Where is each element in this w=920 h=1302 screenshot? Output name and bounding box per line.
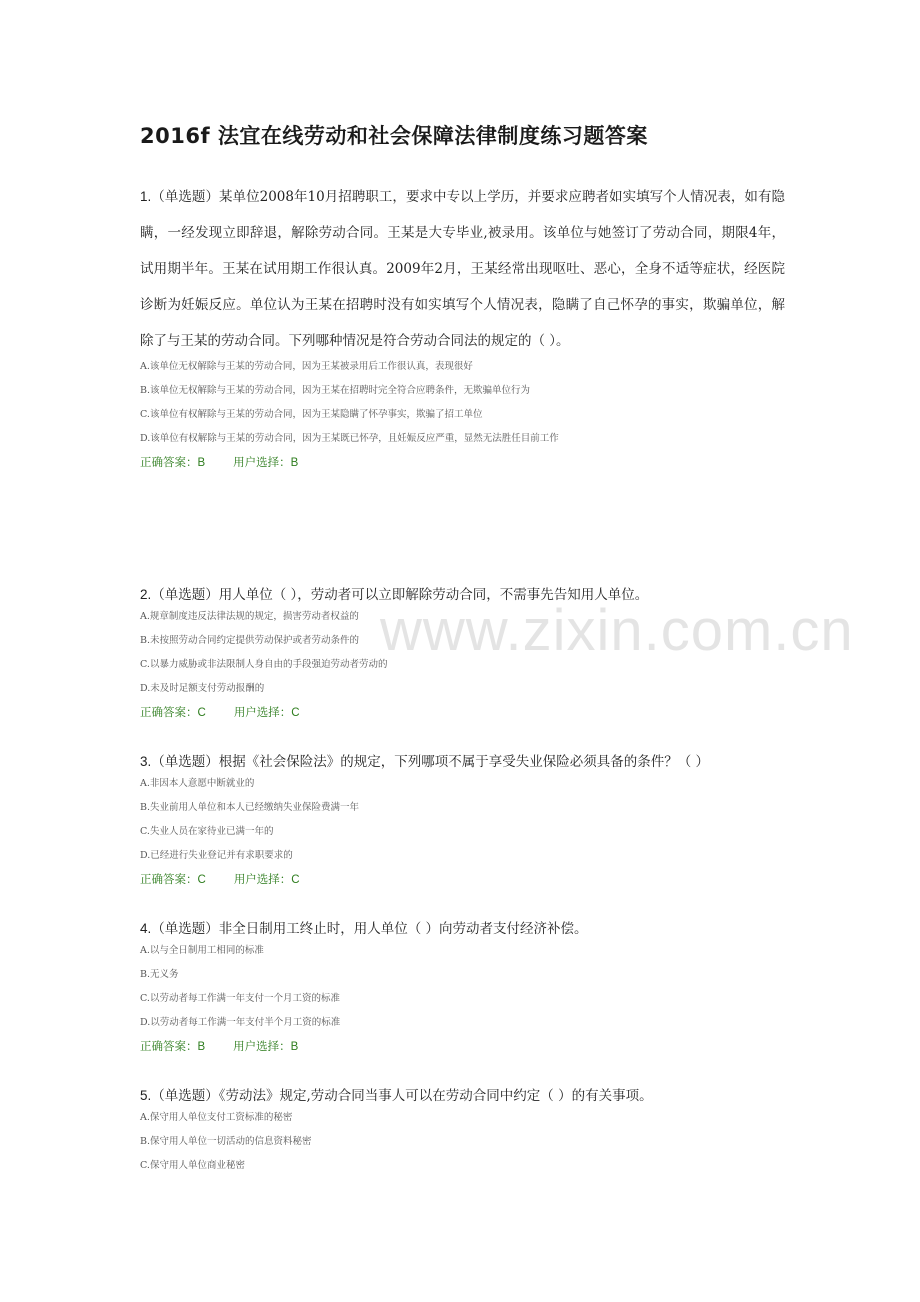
correct-answer: 正确答案：C bbox=[140, 707, 206, 719]
answer-line bbox=[140, 868, 785, 892]
answer-line bbox=[140, 701, 785, 725]
question-3 bbox=[140, 752, 785, 892]
correct-answer: 正确答案：B bbox=[140, 1041, 206, 1053]
question-1 bbox=[140, 179, 785, 475]
answer-line bbox=[140, 451, 785, 475]
option-a[interactable]: A.该单位无权解除与王某的劳动合同，因为王某被录用后工作很认真，表现很好 bbox=[140, 361, 473, 372]
option-b[interactable]: B.失业前用人单位和本人已经缴纳失业保险费满一年 bbox=[140, 802, 360, 813]
option-a[interactable]: A.规章制度违反法律法规的规定，损害劳动者权益的 bbox=[140, 611, 359, 622]
correct-answer: 正确答案：C bbox=[140, 874, 206, 886]
option-c[interactable]: C.该单位有权解除与王某的劳动合同，因为王某隐瞒了怀孕事实，欺骗了招工单位 bbox=[140, 409, 483, 420]
option-list bbox=[140, 772, 785, 868]
question-number: 1. bbox=[140, 189, 152, 204]
option-d[interactable]: D.已经进行失业登记并有求职要求的 bbox=[140, 850, 293, 861]
option-b[interactable]: B.保守用人单位一切活动的信息资料秘密 bbox=[140, 1136, 312, 1147]
question-2 bbox=[140, 585, 785, 725]
question-text: （单选题）非全日制用工终止时，用人单位（ ）向劳动者支付经济补偿。 bbox=[151, 921, 588, 937]
question-text: （单选题）某单位2008年10月招聘职工，要求中专以上学历，并要求应聘者如实填写个人情况表，如有隐瞒，一经发现立即辞退，解除劳动合同。王某是大专毕业,被录用。该单位与她签订了劳动合同，期限4年，试用期半年。王某在试用期工作很认真。2009年2月，王某经常出现呕吐、恶心，全身不适等症状，经医院诊断为妊娠反应。单位认为王某在招聘时没有如实填写个人情况表，隐瞒了自己怀孕的事实，欺骗单位，解除了与王某的劳动合同。下列哪种情况是符合劳动合同法的规定的（ ）。 bbox=[140, 189, 785, 349]
question-number: 3. bbox=[140, 754, 152, 769]
option-list bbox=[140, 939, 785, 1035]
answer-line bbox=[140, 1035, 785, 1059]
question-stem bbox=[140, 179, 785, 359]
question-stem bbox=[140, 1086, 785, 1106]
option-b[interactable]: B.无义务 bbox=[140, 969, 179, 980]
user-choice: 用户选择：C bbox=[233, 707, 300, 719]
option-d[interactable]: D.未及时足额支付劳动报酬的 bbox=[140, 683, 265, 694]
option-list bbox=[140, 355, 785, 451]
option-c[interactable]: C.保守用人单位商业秘密 bbox=[140, 1160, 245, 1171]
question-4 bbox=[140, 919, 785, 1059]
option-list bbox=[140, 605, 785, 701]
question-number: 4. bbox=[140, 921, 152, 936]
question-number: 2. bbox=[140, 587, 152, 602]
correct-answer: 正确答案：B bbox=[140, 457, 206, 469]
option-a[interactable]: A.以与全日制用工相同的标准 bbox=[140, 945, 264, 956]
question-stem bbox=[140, 919, 785, 939]
option-list bbox=[140, 1106, 785, 1178]
question-5 bbox=[140, 1086, 785, 1178]
user-choice: 用户选择：B bbox=[233, 457, 299, 469]
question-number: 5. bbox=[140, 1088, 152, 1103]
question-stem bbox=[140, 752, 785, 772]
question-text: （单选题）根据《社会保险法》的规定，下列哪项不属于享受失业保险必须具备的条件？（ ） bbox=[151, 754, 710, 770]
question-stem bbox=[140, 585, 785, 605]
option-b[interactable]: B.未按照劳动合同约定提供劳动保护或者劳动条件的 bbox=[140, 635, 360, 646]
question-text: （单选题）《劳动法》规定,劳动合同当事人可以在劳动合同中约定（ ）的有关事项。 bbox=[151, 1088, 653, 1104]
user-choice: 用户选择：C bbox=[233, 874, 300, 886]
option-b[interactable]: B.该单位无权解除与王某的劳动合同，因为王某在招聘时完全符合应聘条件，无欺骗单位行为 bbox=[140, 385, 531, 396]
option-d[interactable]: D.该单位有权解除与王某的劳动合同，因为王某既已怀孕，且妊娠反应严重，显然无法胜任目前工作 bbox=[140, 433, 559, 444]
question-text: （单选题）用人单位（ ），劳动者可以立即解除劳动合同，不需事先告知用人单位。 bbox=[151, 587, 649, 603]
option-a[interactable]: A.非因本人意愿中断就业的 bbox=[140, 778, 255, 789]
option-c[interactable]: C.失业人员在家待业已满一年的 bbox=[140, 826, 274, 837]
option-c[interactable]: C.以劳动者每工作满一年支付一个月工资的标准 bbox=[140, 993, 340, 1004]
user-choice: 用户选择：B bbox=[233, 1041, 299, 1053]
option-d[interactable]: D.以劳动者每工作满一年支付半个月工资的标准 bbox=[140, 1017, 341, 1028]
watermark: www.zixin.com.cn bbox=[380, 598, 854, 663]
option-a[interactable]: A.保守用人单位支付工资标准的秘密 bbox=[140, 1112, 293, 1123]
document-title: 2016f 法宜在线劳动和社会保障法律制度练习题答案 bbox=[140, 124, 648, 148]
option-c[interactable]: C.以暴力威胁或非法限制人身自由的手段强迫劳动者劳动的 bbox=[140, 659, 388, 670]
